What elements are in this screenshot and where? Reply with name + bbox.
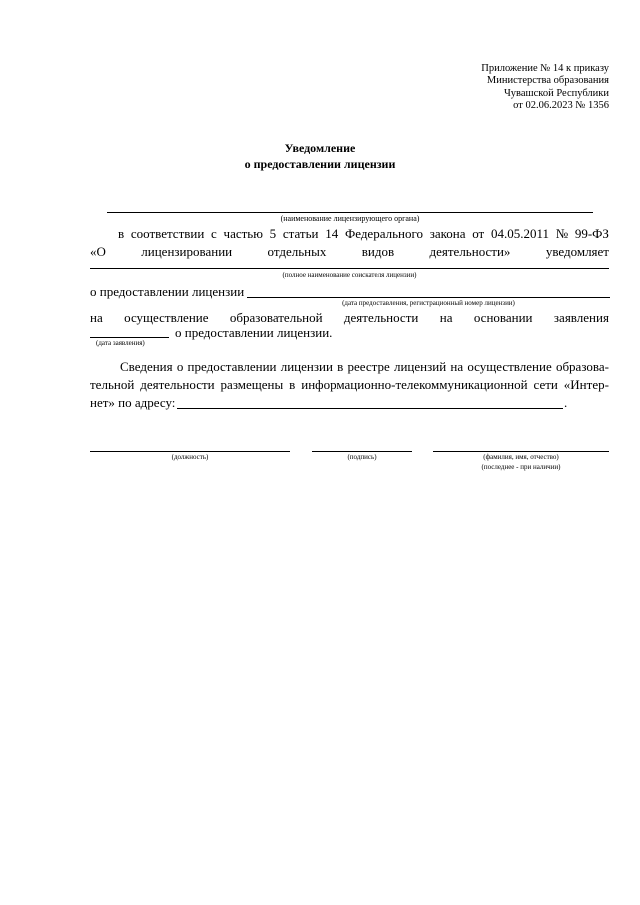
para4-word: о: [176, 359, 184, 374]
appendix-line-3: Чувашской Республики: [503, 87, 609, 99]
para4-word: «Интер-: [563, 377, 609, 392]
para4-row3-prefix: нет» по адресу:: [90, 395, 176, 410]
para3-suffix: о предоставлении лицензии.: [175, 325, 333, 340]
para4-word: в: [337, 359, 344, 374]
para1-row2: [90, 244, 609, 260]
para1-word: в: [118, 226, 125, 241]
para3-word: на: [439, 310, 453, 325]
license-number-field[interactable]: [247, 297, 610, 298]
para1-word: от: [472, 226, 485, 241]
internet-address-field[interactable]: [177, 408, 563, 409]
para3-word: деятельности: [343, 310, 419, 325]
para1-word: 99-ФЗ: [574, 226, 609, 241]
signature-field[interactable]: [312, 451, 412, 452]
para1-word: 14: [325, 226, 339, 241]
full-name-caption: (фамилия, имя, отчество): [483, 453, 559, 461]
document-title: Уведомление: [284, 141, 356, 155]
full-name-note: (последнее - при наличии): [481, 463, 561, 471]
para1-word: частью: [223, 226, 263, 241]
para1-word: соответствии: [130, 226, 205, 241]
para4-row1: [120, 359, 609, 375]
para4-word: Сведения: [120, 359, 173, 374]
para4-word: реестре: [347, 359, 390, 374]
signature-caption: (подпись): [347, 453, 377, 461]
para3-word: образовательной: [229, 310, 323, 325]
appendix-line-4: от 02.06.2023 № 1356: [513, 100, 609, 112]
para1-row1: [118, 226, 609, 242]
para1-word: уведомляет: [545, 244, 609, 259]
applicant-name-field[interactable]: [90, 268, 609, 269]
para3-row1: [90, 310, 609, 326]
para1-word: «О: [90, 244, 106, 259]
para4-word: осуществление: [467, 359, 552, 374]
para4-word: образова-: [555, 359, 609, 374]
application-date-field[interactable]: [90, 337, 169, 338]
para1-word: Федерального: [344, 226, 423, 241]
para4-row2: [90, 377, 609, 393]
para3-word: заявления: [553, 310, 609, 325]
para1-word: 5: [269, 226, 277, 241]
para4-word: размещены: [220, 377, 284, 392]
para3-word: основании: [473, 310, 533, 325]
position-field[interactable]: [90, 451, 290, 452]
licensing-authority-caption: (наименование лицензирующего органа): [280, 214, 420, 223]
para4-word: предоставлении: [187, 359, 277, 374]
para4-word: в: [289, 377, 296, 392]
para1-word: статьи: [282, 226, 319, 241]
para4-word: лицензии: [280, 359, 333, 374]
full-name-field[interactable]: [433, 451, 609, 452]
para4-word: лицензий: [393, 359, 447, 374]
position-caption: (должность): [171, 453, 209, 461]
para1-word: с: [211, 226, 217, 241]
para1-word: 04.05.2011: [490, 226, 549, 241]
para4-row3-end: .: [564, 395, 568, 410]
para4-word: деятельности: [140, 377, 215, 392]
para1-word: лицензировании: [141, 244, 233, 259]
licensing-authority-field[interactable]: [107, 212, 593, 213]
appendix-line-2: Министерства образования: [486, 75, 609, 87]
appendix-line-1: Приложение № 14 к приказу: [481, 63, 609, 74]
para1-word: №: [555, 226, 569, 241]
para1-word: отдельных: [267, 244, 327, 259]
para4-word: на: [450, 359, 464, 374]
para1-word: видов: [361, 244, 395, 259]
applicant-name-caption: (полное наименование соискателя лицензии): [282, 271, 417, 279]
license-prefix: о предоставлении лицензии: [90, 284, 245, 299]
appendix-block: [481, 63, 609, 113]
license-number-caption: (дата предоставления, регистрационный номер лицензии): [342, 299, 515, 307]
application-date-caption: (дата заявления): [96, 339, 145, 347]
para4-word: сети: [533, 377, 558, 392]
document-subtitle: о предоставлении лицензии: [244, 157, 396, 171]
para4-word: тельной: [90, 377, 135, 392]
para4-word: информационно-телекоммуникационной: [301, 377, 528, 392]
para1-word: деятельности»: [429, 244, 511, 259]
para3-word: на: [90, 310, 103, 325]
para1-word: закона: [429, 226, 466, 241]
para3-word: осуществление: [124, 310, 209, 325]
